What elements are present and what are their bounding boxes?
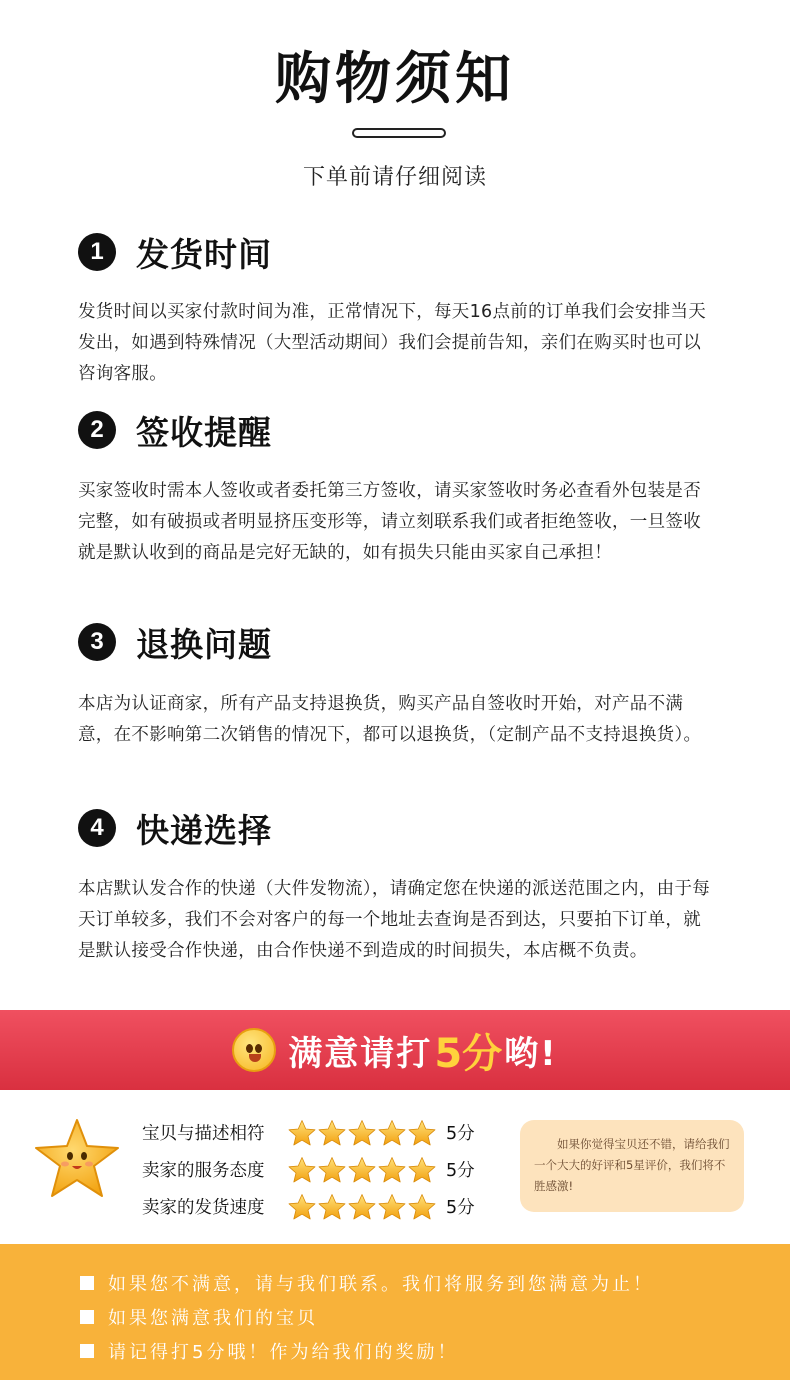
star-icon	[288, 1156, 316, 1184]
review-request-note: 如果你觉得宝贝还不错，请给我们一个大大的好评和5星评价，我们将不胜感激!	[520, 1120, 744, 1212]
section-4-body: 本店默认发合作的快递（大件发物流），请确定您在快递的派送范围之内，由于每天订单较多，我们不会对客户的每一个地址去查询是否到达，只要拍下订单，就是默认接受合作快递，由合作快递不到造成的时间损失，本店概不负责。	[78, 879, 711, 961]
star-icon	[378, 1119, 406, 1147]
section-3-number-badge: 3	[78, 623, 116, 661]
page-title: 购物须知	[275, 47, 515, 112]
rating-row	[142, 1114, 475, 1151]
section-4-number-badge: 4	[78, 809, 116, 847]
star-icon	[288, 1193, 316, 1221]
section-1-body: 发货时间以买家付款时间为准，正常情况下，每天16点前的订单我们会安排当天发出，如遇到特殊情况（大型活动期间）我们会提前告知，亲们在购买时也可以咨询客服。	[78, 302, 707, 384]
star-icon	[318, 1119, 346, 1147]
rating-section	[0, 1090, 790, 1240]
section-4-title: 快递选择	[136, 810, 272, 850]
section-2-title: 签收提醒	[136, 412, 272, 452]
star-icon	[408, 1193, 436, 1221]
star-icon	[318, 1193, 346, 1221]
star-icon	[378, 1193, 406, 1221]
footer-line-text: 如果您不满意，请与我们联系。我们将服务到您满意为止！	[108, 1274, 654, 1295]
rating-score: 5分	[446, 1161, 475, 1181]
star-icon	[348, 1156, 376, 1184]
star-mascot-icon	[34, 1118, 120, 1200]
star-rating	[288, 1119, 438, 1147]
footer-line-3	[80, 1338, 458, 1364]
star-icon	[408, 1156, 436, 1184]
star-rating	[288, 1193, 438, 1221]
rating-request-banner	[0, 1010, 790, 1090]
banner-highlight: 5分	[434, 1030, 503, 1077]
star-icon	[288, 1119, 316, 1147]
section-1-title: 发货时间	[136, 234, 272, 274]
rating-label: 宝贝与描述相符	[142, 1124, 265, 1144]
section-1-number-badge: 1	[78, 233, 116, 271]
square-bullet-icon	[80, 1344, 94, 1358]
star-icon	[348, 1119, 376, 1147]
rating-row	[142, 1188, 475, 1225]
smiley-face-icon	[232, 1028, 276, 1072]
star-icon	[378, 1156, 406, 1184]
section-2-number-badge: 2	[78, 411, 116, 449]
footer-notice	[0, 1244, 790, 1380]
section-2-body: 买家签收时需本人签收或者委托第三方签收，请买家签收时务必查看外包装是否完整，如有破损或者明显挤压变形等，请立刻联系我们或者拒绝签收，一旦签收就是默认收到的商品是完好无缺的，如有损失只能由买家自己承担！	[78, 481, 701, 563]
star-icon	[408, 1119, 436, 1147]
rating-label: 卖家的发货速度	[142, 1198, 265, 1218]
rating-label: 卖家的服务态度	[142, 1161, 265, 1181]
banner-text-before: 满意请打	[288, 1033, 433, 1074]
star-icon	[348, 1193, 376, 1221]
section-4-heading	[78, 808, 272, 848]
title-underline	[352, 128, 446, 138]
rating-list	[142, 1114, 475, 1225]
star-icon	[318, 1156, 346, 1184]
footer-line-2	[80, 1304, 318, 1330]
page-subtitle: 下单前请仔细阅读	[302, 165, 487, 190]
footer-line-text: 如果您满意我们的宝贝	[108, 1308, 318, 1329]
section-3-body: 本店为认证商家，所有产品支持退换货，购买产品自签收时开始，对产品不满意，在不影响第二次销售的情况下，都可以退换货，（定制产品不支持退换货）。	[78, 694, 702, 745]
rating-score: 5分	[446, 1198, 475, 1218]
rating-row	[142, 1151, 475, 1188]
footer-line-1	[80, 1270, 654, 1296]
square-bullet-icon	[80, 1310, 94, 1324]
banner-text-after: 哟!	[504, 1033, 558, 1074]
square-bullet-icon	[80, 1276, 94, 1290]
rating-score: 5分	[446, 1124, 475, 1144]
section-3-title: 退换问题	[136, 624, 272, 664]
star-rating	[288, 1156, 438, 1184]
section-1-heading	[78, 232, 272, 272]
section-2-heading	[78, 410, 272, 450]
section-3-heading	[78, 622, 272, 662]
footer-line-text: 请记得打5分哦！作为给我们的奖励！	[108, 1342, 459, 1363]
